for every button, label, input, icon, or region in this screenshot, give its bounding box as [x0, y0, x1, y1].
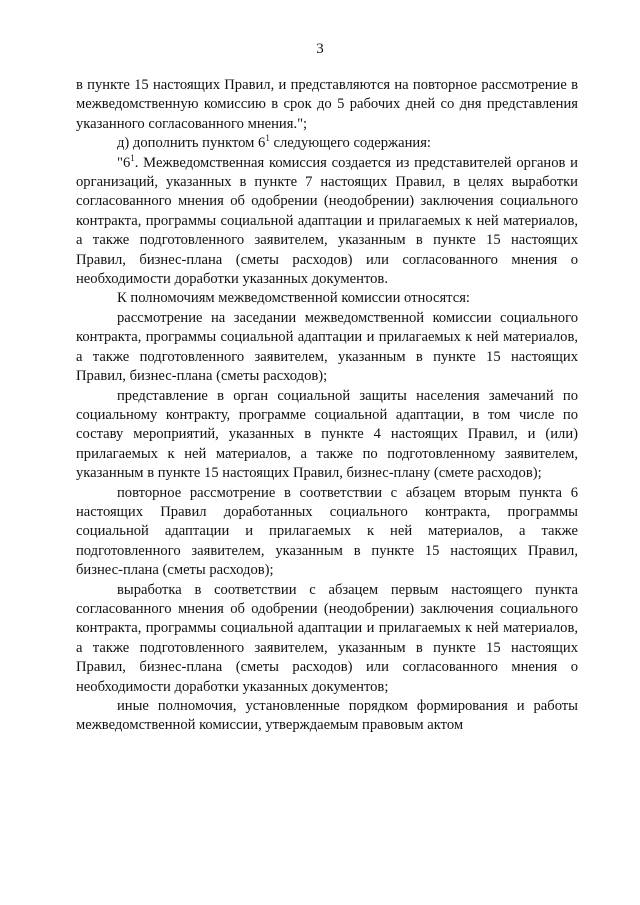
page-number: 3 [316, 41, 324, 57]
paragraph-power-review: рассмотрение на заседании межведомственной комиссии социального контракта, программы социальной адаптации и прилагаемых к ней материалов, а также подготовленного заявителем, указанным в пункте 15 настоящих Правил, бизнес-плана (сметы расходов); [76, 309, 578, 385]
paragraph-amendment-d [76, 134, 578, 153]
amendment-d-tail: следующего содержания: [269, 135, 431, 152]
paragraph-continuation: в пункте 15 настоящих Правил, и представляются на повторное рассмотрение в межведомственную комиссию в срок до 5 рабочих дней со дня представления указанного согласованного мнения."; [76, 77, 578, 132]
paragraph-power-opinion: выработка в соответствии с абзацем первым настоящего пункта согласованного мнения об одобрении (неодобрении) заключения социального контракта, программы социальной адаптации и прилагаемых к ней материалов, а также подготовленного заявителем, указанным в пункте 15 настоящих Правил, бизнес-плана (сметы расходов) или согласованного мнения о необходимости доработки указанных документов; [76, 581, 578, 695]
point-6-1-superscript: 1 [130, 152, 135, 163]
document-body [76, 76, 578, 736]
paragraph-power-re-review: повторное рассмотрение в соответствии с абзацем вторым пункта 6 настоящих Правил доработанных социального контракта, программы социальной адаптации и прилагаемых к ней материалов, а также подготовленного заявителем, указанным в пункте 15 настоящих Правил, бизнес-плана (сметы расходов); [76, 484, 578, 579]
paragraph-power-other: иные полномочия, установленные порядком формирования и работы межведомственной комиссии, утверждаемым правовым актом [76, 698, 578, 734]
paragraph-point-6-1 [76, 154, 578, 290]
paragraph-power-remarks: представление в орган социальной защиты населения замечаний по социальному контракту, программе социальной адаптации, в том числе по составу мероприятий, указанных в пункте 4 настоящих Правил, и (или) прилагаемых к ней материалов, а также по подготовленному заявителем, указанным в пункте 15 настоящих Правил, бизнес-плану (смете расходов); [76, 387, 578, 482]
paragraph-powers-intro: К полномочиям межведомственной комиссии относятся: [117, 290, 470, 307]
amendment-d-superscript: 1 [265, 133, 270, 144]
amendment-d-text: д) дополнить пунктом 6 [117, 135, 266, 152]
point-6-1-number: "6 [117, 154, 131, 171]
point-6-1-text: . Межведомственная комиссия создается из представителей органов и организаций, указанных в пункте 7 настоящих Правил, в целях выработки согласованного мнения об одобрении (неодобрении) заключения социального контракта, программы социальной адаптации и прилагаемых к ней материалов, а также подготовленного заявителем, указанным в пункте 15 настоящих Правил, бизнес-плана (сметы расходов) или согласованного мнения о необходимости доработки указанных документов. [76, 154, 578, 288]
